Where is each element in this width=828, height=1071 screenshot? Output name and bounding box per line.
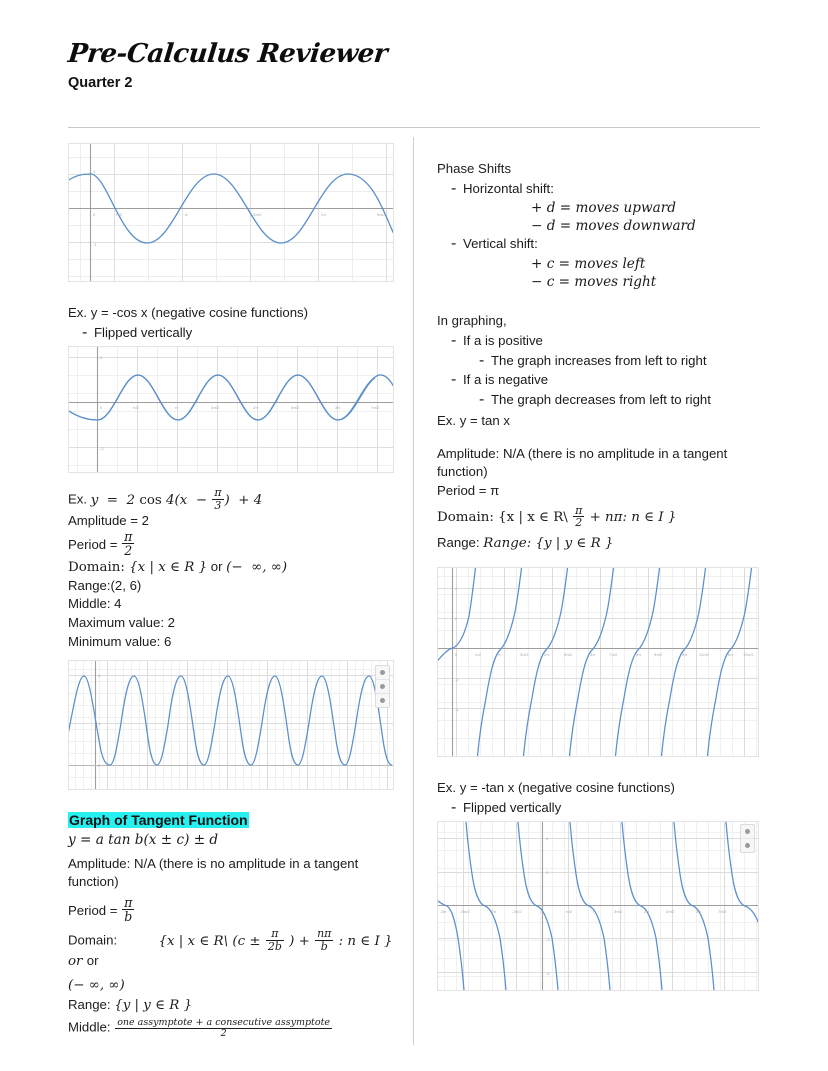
svg-text:-3π: -3π (440, 909, 447, 915)
tangent-period (68, 896, 398, 923)
graph-zoom-controls[interactable] (375, 665, 390, 708)
right-tan-domain-math: Domain: {x | x ∈ R\ $\frac{\pi}{2}$ + nπ: n ∈ I } (437, 503, 677, 530)
column-divider (413, 137, 414, 1045)
bullet-dash: - (451, 798, 457, 816)
svg-text:13π/2: 13π/2 (743, 651, 754, 657)
vertical-shift-item (437, 235, 762, 254)
svg-text:9π/2: 9π/2 (654, 651, 663, 657)
page-subtitle: Quarter 2 (68, 74, 133, 91)
a-negative-item (437, 371, 762, 390)
c-plus-rule: + c = moves left (531, 256, 646, 273)
ex2-middle: Middle: 4 (68, 596, 122, 612)
document-header (68, 40, 760, 91)
svg-text:3π/2: 3π/2 (614, 909, 623, 915)
ex2-range: Range:(2, 6) (68, 577, 142, 593)
graph-cos[interactable] (68, 143, 394, 282)
a-negative-sub-item (437, 391, 762, 410)
ex2-period-fraction: $\frac{\pi}{2}$ (124, 529, 133, 559)
svg-text:7π/2: 7π/2 (609, 651, 618, 657)
svg-text:2: 2 (100, 355, 103, 361)
svg-text:-2π: -2π (490, 909, 497, 915)
horizontal-shift-label: Horizontal shift: (463, 180, 554, 196)
svg-text:2: 2 (98, 762, 101, 768)
svg-text:π/2: π/2 (116, 212, 123, 217)
graph-neg-tan-svg (438, 822, 758, 990)
tangent-period-fraction: $\frac{\pi}{b}$ (124, 895, 133, 925)
svg-text:π/2: π/2 (133, 405, 140, 411)
zoom-out-button[interactable] (376, 680, 389, 694)
right-tan-period: Period = π (437, 483, 500, 499)
svg-text:-2: -2 (455, 676, 459, 682)
tangent-domain-label: Domain: (68, 932, 118, 948)
reset-view-button[interactable] (376, 694, 389, 707)
tangent-section-heading: Graph of Tangent Function (69, 811, 248, 828)
tangent-section-heading-wrap (68, 812, 398, 830)
right-tan-domain (437, 505, 762, 529)
svg-text:-2: -2 (100, 446, 104, 452)
a-positive-label: If a is positive (463, 332, 543, 348)
svg-text:π: π (593, 909, 596, 915)
svg-text:5π/2: 5π/2 (291, 405, 300, 411)
svg-text:-1: -1 (93, 242, 97, 247)
bullet-dash: - (479, 391, 485, 409)
svg-text:π: π (185, 212, 188, 217)
graph-cos-svg (69, 144, 393, 281)
svg-text:3π: 3π (696, 909, 701, 915)
svg-text:5π: 5π (682, 651, 687, 657)
tangent-domain-math: {x | x ∈ R\ (c ± $\frac{\pi}{2b}$ ) + $\frac{n\pi}{b}$ : n ∈ I } or (68, 927, 393, 970)
zoom-in-icon (745, 829, 750, 834)
svg-text:2π: 2π (544, 651, 549, 657)
reset-view-icon (380, 698, 385, 703)
zoom-out-icon (745, 843, 750, 848)
left-column (68, 143, 398, 1038)
right-tan-amplitude: Amplitude: N/A (there is no amplitude in a tangent function) (437, 445, 728, 480)
graph-neg-tan[interactable] (437, 821, 759, 991)
svg-text:π/2: π/2 (475, 651, 482, 657)
ex2-minimum: Minimum value: 6 (68, 633, 172, 649)
ex2-domain: Domain: {x | x ∈ R } or (− ∞, ∞) (68, 558, 288, 575)
svg-text:-4: -4 (455, 706, 459, 712)
svg-text:3π/2: 3π/2 (211, 405, 220, 411)
svg-text:2π: 2π (253, 405, 258, 411)
tangent-middle-fraction: $\frac{\text{one assymptote + a consecutive assymptote}}{2}$ (117, 1016, 331, 1039)
tangent-domain-interval: (− ∞, ∞) (68, 978, 125, 994)
d-minus-rule: − d = moves downward (531, 218, 696, 235)
svg-text:2π: 2π (321, 212, 326, 217)
horizontal-shift-item (437, 180, 762, 199)
ex2-prefix: Ex. (68, 491, 88, 507)
ex2-maximum: Maximum value: 2 (68, 615, 176, 631)
svg-text:6π: 6π (728, 651, 733, 657)
bullet-dash: - (451, 331, 457, 349)
ex2-period (68, 530, 398, 557)
graph-tan[interactable] (437, 567, 759, 757)
svg-text:2: 2 (455, 615, 458, 621)
svg-text:0: 0 (541, 909, 544, 915)
svg-text:1: 1 (93, 169, 96, 174)
header-divider (68, 127, 760, 128)
neg-cos-bullet (68, 324, 398, 343)
bullet-dash: - (451, 371, 457, 389)
svg-text:π: π (175, 405, 178, 411)
c-minus-rule: − c = moves right (531, 274, 657, 291)
svg-text:2π: 2π (644, 909, 649, 915)
a-negative-label: If a is negative (463, 372, 549, 388)
svg-text:4π: 4π (636, 651, 641, 657)
svg-text:2: 2 (546, 870, 549, 876)
svg-text:4: 4 (546, 836, 549, 842)
svg-text:0: 0 (455, 651, 458, 657)
svg-text:0: 0 (100, 405, 103, 411)
zoom-in-button[interactable] (376, 666, 389, 680)
svg-text:6: 6 (98, 672, 101, 678)
tangent-range: Range: {y | y ∈ R } (68, 996, 193, 1013)
right-column (437, 160, 762, 991)
right-tan-range: Range: Range: {y | y ∈ R } (437, 534, 614, 551)
bullet-dash: - (82, 323, 88, 341)
svg-text:5π/2: 5π/2 (564, 651, 573, 657)
a-positive-sub-label: The graph increases from left to right (491, 352, 707, 368)
tangent-amplitude: Amplitude: N/A (there is no amplitude in a tangent function) (68, 855, 359, 890)
neg-tan-example-label: Ex. y = -tan x (negative cosine functions) (437, 779, 675, 795)
tangent-middle (68, 1018, 398, 1039)
svg-text:3π/2: 3π/2 (253, 212, 262, 217)
phase-shifts-heading: Phase Shifts (437, 161, 512, 176)
svg-text:3π/2: 3π/2 (520, 651, 529, 657)
graph-cos4-svg (69, 661, 393, 789)
tangent-period-label: Period = (68, 903, 118, 919)
svg-text:7π/2: 7π/2 (718, 909, 727, 915)
graph-tan-svg (438, 568, 758, 756)
svg-text:3π: 3π (335, 405, 340, 411)
bullet-dash: - (451, 179, 457, 197)
a-negative-sub-label: The graph decreases from left to right (491, 392, 711, 408)
svg-text:-4: -4 (546, 971, 550, 977)
vertical-shift-label: Vertical shift: (463, 236, 538, 252)
neg-tan-bullet (437, 799, 762, 818)
svg-text:0: 0 (93, 212, 96, 217)
svg-text:5π/2: 5π/2 (377, 212, 386, 217)
graph-cos4[interactable] (68, 660, 394, 790)
ex2-period-label: Period = (68, 537, 118, 553)
tangent-domain: Domain: {x | x ∈ R\ (c ± $\frac{\pi}{2b}$ ) + $\frac{n\pi}{b}$ : n ∈ I } or or (68, 927, 393, 970)
svg-text:-5π/2: -5π/2 (460, 909, 470, 915)
zoom-in-button[interactable] (741, 825, 754, 839)
page-title: Pre-Calculus Reviewer (66, 39, 389, 69)
svg-text:π: π (498, 651, 501, 657)
in-graphing-heading: In graphing, (437, 313, 507, 329)
graph-neg-cos[interactable] (68, 346, 394, 473)
a-positive-sub-item (437, 352, 762, 371)
svg-text:3π: 3π (590, 651, 595, 657)
zoom-out-icon (380, 684, 385, 689)
ex2-math: y = 2 cos 4(x − $\frac{\pi}{3}$ ) + 4 (90, 486, 263, 512)
svg-text:11π/2: 11π/2 (699, 651, 710, 657)
svg-text:-3π/2: -3π/2 (512, 909, 522, 915)
zoom-out-button[interactable] (741, 839, 754, 852)
svg-text:4: 4 (98, 720, 101, 726)
svg-text:π/2: π/2 (566, 909, 573, 915)
neg-tan-bullet-label: Flipped vertically (463, 799, 562, 815)
graph-zoom-controls[interactable] (740, 824, 755, 853)
svg-text:4: 4 (455, 585, 458, 591)
tan-example-label: Ex. y = tan x (437, 412, 510, 428)
d-plus-rule: + d = moves upward (531, 200, 676, 217)
svg-text:-2: -2 (546, 937, 550, 943)
a-positive-item (437, 332, 762, 351)
bullet-dash: - (479, 351, 485, 369)
tangent-middle-label: Middle: (68, 1018, 111, 1034)
zoom-in-icon (380, 670, 385, 675)
ex2-amplitude: Amplitude = 2 (68, 512, 150, 528)
svg-text:7π/2: 7π/2 (371, 405, 380, 411)
tangent-general-equation: y = a tan b(x ± c) ± d (68, 831, 219, 848)
ex2-equation (68, 487, 398, 511)
svg-text:5π/2: 5π/2 (666, 909, 675, 915)
neg-cos-example-label: Ex. y = -cos x (negative cosine functions) (68, 305, 309, 320)
graph-neg-cos-svg (69, 347, 393, 472)
bullet-dash: - (451, 235, 457, 253)
neg-cos-bullet-label: Flipped vertically (94, 324, 193, 340)
